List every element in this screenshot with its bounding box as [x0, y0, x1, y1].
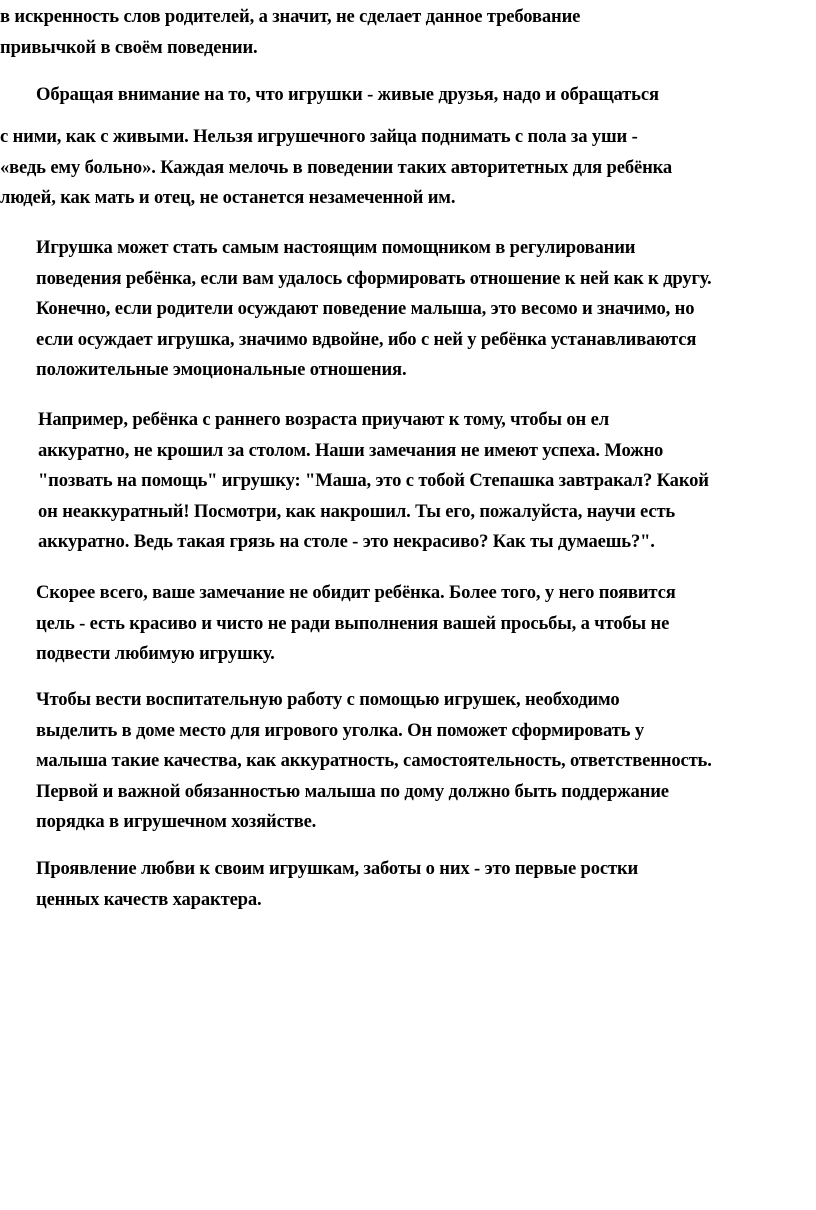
paragraph-8 — [0, 854, 816, 915]
text-line: малыша такие качества, как аккуратность, самостоятельность, ответственность. — [36, 750, 712, 771]
text-line: аккуратно. Ведь такая грязь на столе - это некрасиво? Как ты думаешь?". — [38, 531, 655, 552]
paragraph-4 — [0, 233, 816, 386]
text-line: цель - есть красиво и чисто не ради выполнения вашей просьбы, а чтобы не — [36, 612, 670, 634]
paragraph-7 — [0, 685, 816, 838]
text-line: с ними, как с живыми. Нельзя игрушечного зайца поднимать с пола за уши - — [0, 126, 638, 147]
paragraph-1 — [0, 2, 816, 63]
text-line: "позвать на помощь" игрушку: "Маша, это с тобой Степашка завтракал? Какой — [38, 470, 709, 491]
text-line: Чтобы вести воспитательную работу с помощью игрушек, необходимо — [36, 689, 620, 710]
text-line: в искренность слов родителей, а значит, не сделает данное требование — [0, 6, 581, 27]
text-line: выделить в доме место для игрового уголка. Он поможет сформировать у — [36, 719, 644, 741]
text-line: привычкой в своём поведении. — [0, 36, 258, 58]
text-line: Первой и важной обязанностью малыша по дому должно быть поддержание — [36, 780, 669, 802]
paragraph-3 — [0, 122, 816, 214]
text-line: Игрушка может стать самым настоящим помощником в регулировании — [36, 237, 636, 258]
text-line: ценных качеств характера. — [36, 888, 262, 910]
text-line: людей, как мать и отец, не останется незамеченной им. — [0, 187, 456, 208]
text-line: положительные эмоциональные отношения. — [36, 359, 407, 380]
text-line: поведения ребёнка, если вам удалось сформировать отношение к ней как к другу. — [36, 267, 712, 289]
text-line: Скорее всего, ваше замечание не обидит ребёнка. Более того, у него появится — [36, 582, 676, 603]
paragraph-6 — [0, 578, 816, 670]
text-line: он неаккуратный! Посмотри, как накрошил. Ты его, пожалуйста, научи есть — [38, 500, 676, 522]
paragraph-2 — [0, 80, 816, 111]
text-line: Обращая внимание на то, что игрушки - живые друзья, надо и обращаться — [36, 84, 659, 105]
text-line: порядка в игрушечном хозяйстве. — [36, 811, 317, 832]
text-line: Конечно, если родители осуждают поведение малыша, это весомо и значимо, но — [36, 298, 695, 319]
text-line: Например, ребёнка с раннего возраста приучают к тому, чтобы он ел — [38, 409, 610, 430]
text-line: аккуратно, не крошил за столом. Наши замечания не имеют успеха. Можно — [38, 439, 664, 461]
text-line: «ведь ему больно». Каждая мелочь в поведении таких авторитетных для ребёнка — [0, 156, 673, 178]
text-line: если осуждает игрушка, значимо вдвойне, ибо с ней у ребёнка устанавливаются — [36, 328, 697, 350]
text-line: подвести любимую игрушку. — [36, 643, 275, 664]
paragraph-5 — [0, 405, 816, 558]
text-line: Проявление любви к своим игрушкам, заботы о них - это первые ростки — [36, 858, 639, 879]
